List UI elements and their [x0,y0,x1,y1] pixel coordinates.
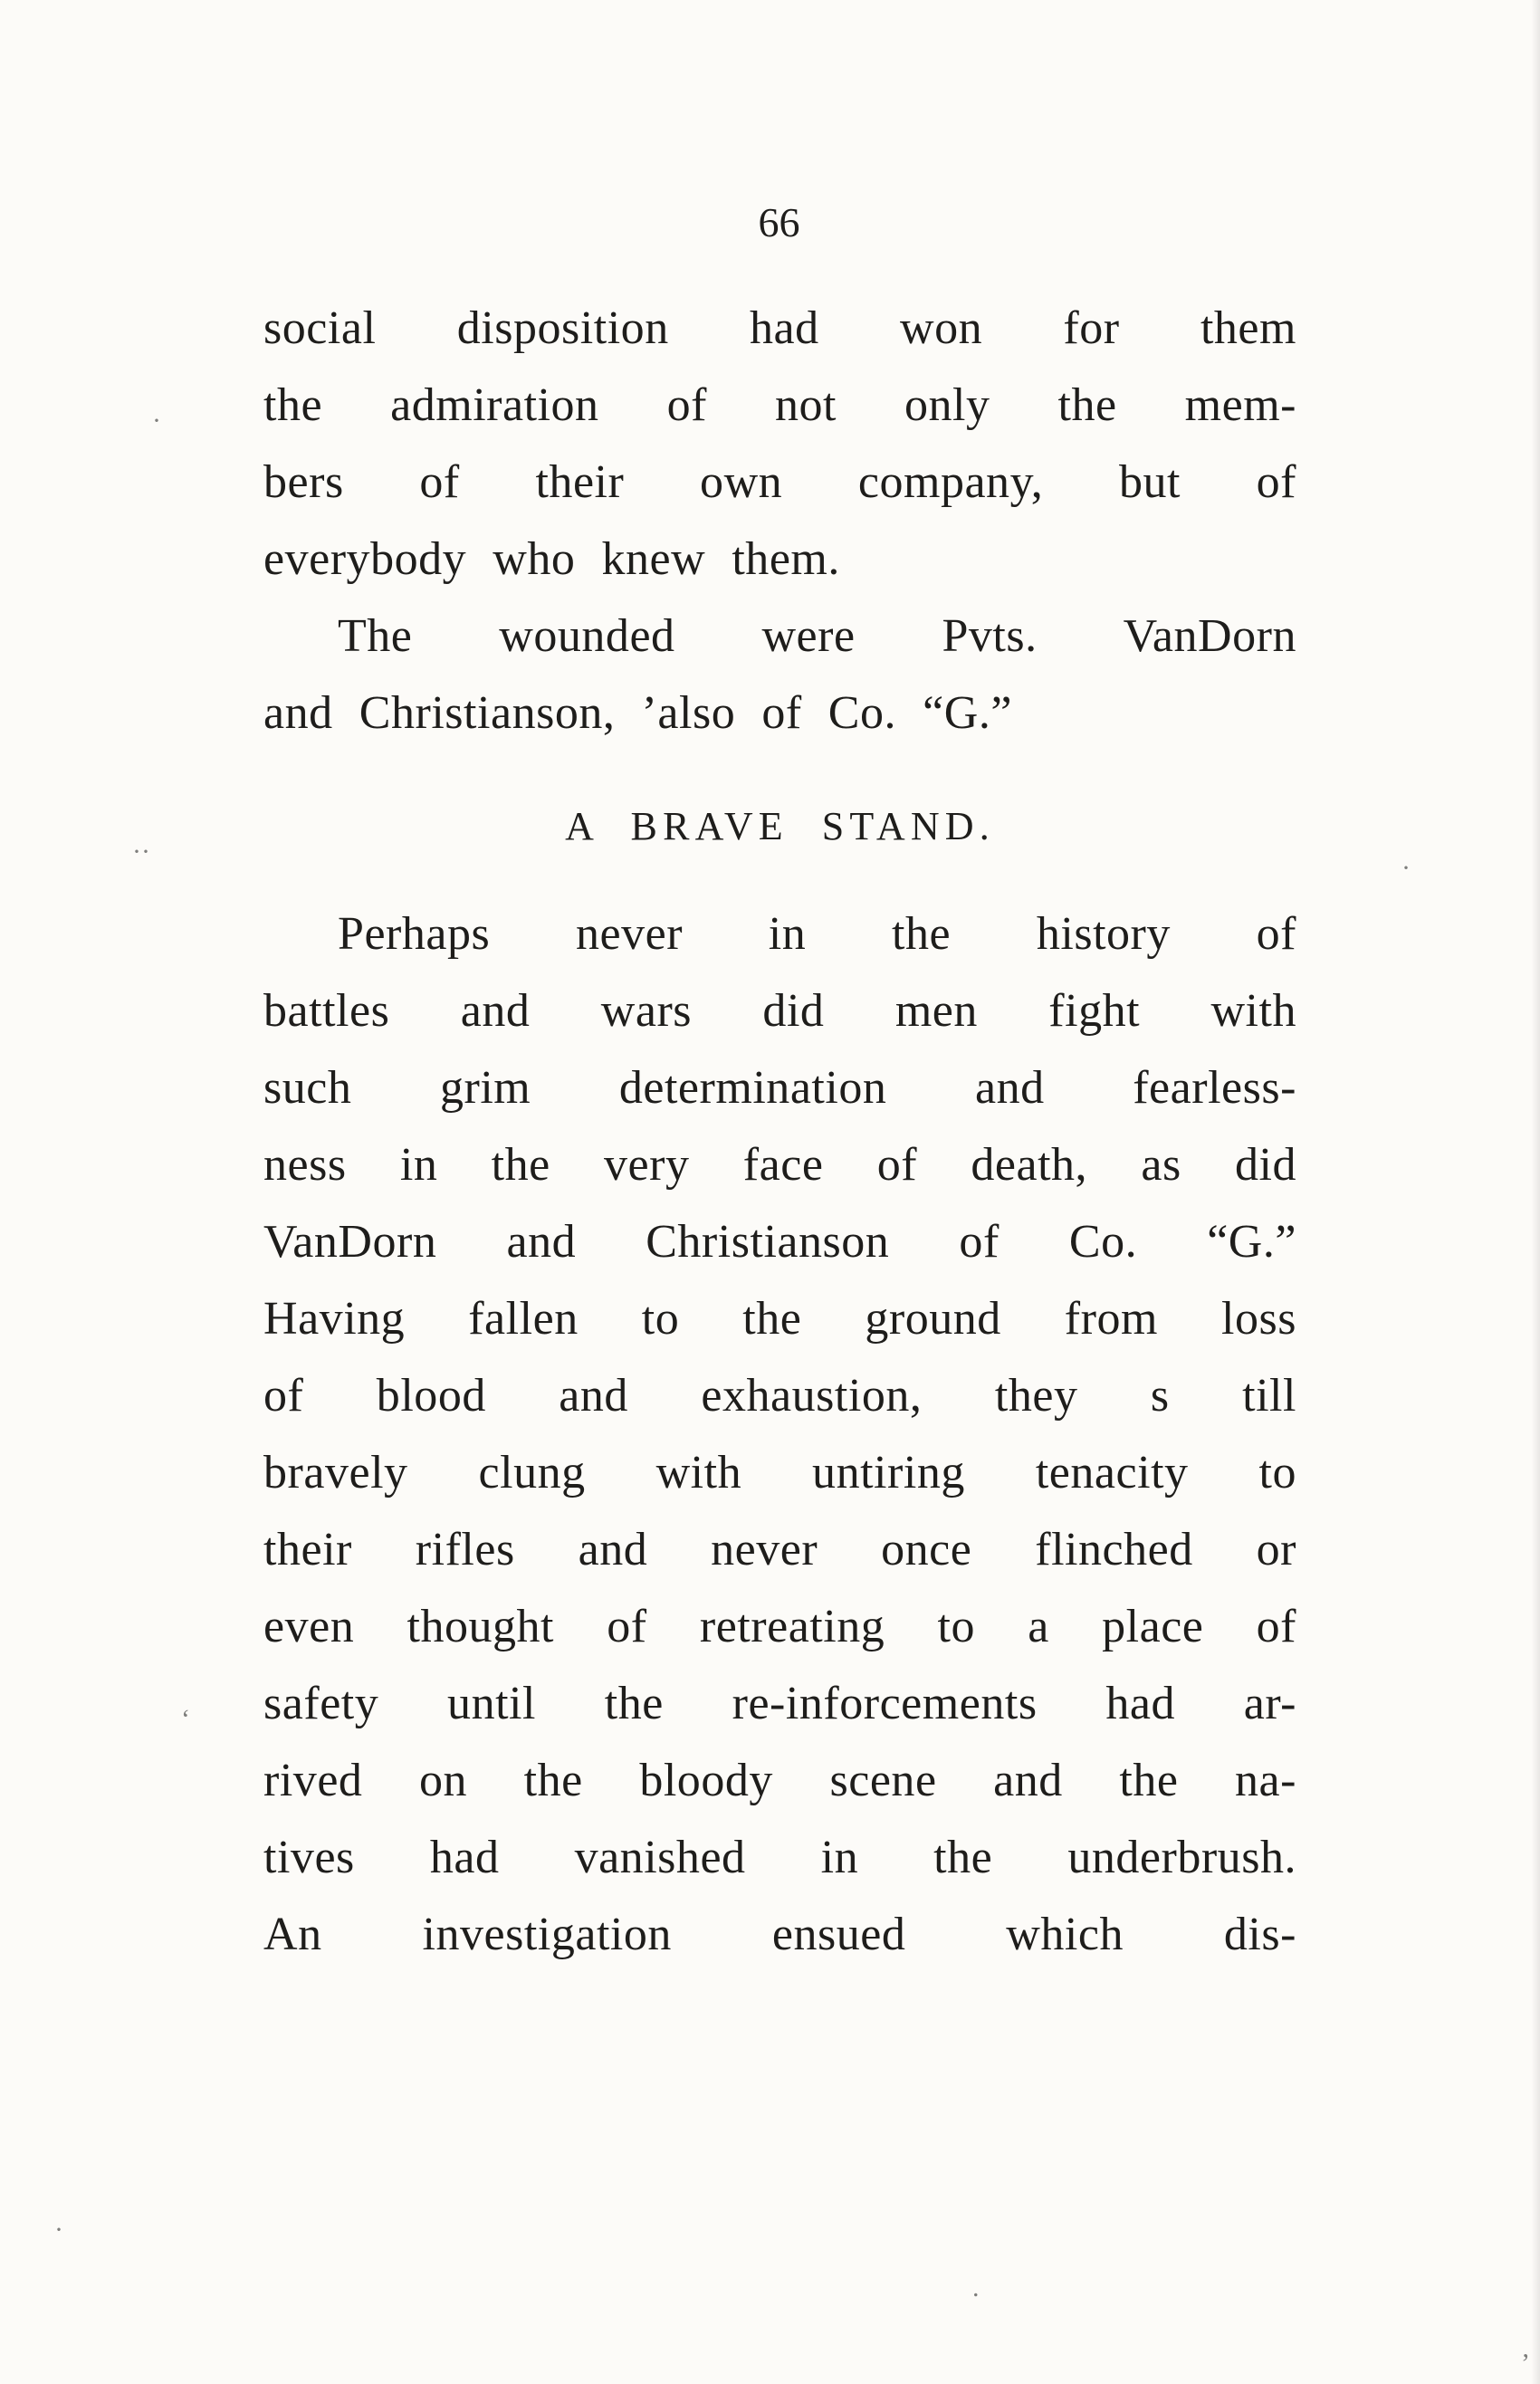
text-line: everybody who knew them. [263,533,840,585]
page-content [263,290,1296,1973]
scan-speck: . [972,2273,980,2303]
text-line: even thought of retreating to a place of [263,1601,1296,1652]
text-line: ness in the very face of death, as did [263,1139,1296,1191]
text-line: safety until the re-inforcements had ar- [263,1678,1296,1729]
text-line: rived on the bloody scene and the na- [263,1755,1296,1806]
text-line: bravely clung with untiring tenacity to [263,1447,1296,1498]
page-number: 66 [758,199,800,245]
text-line: battles and wars did men fight with [263,985,1296,1037]
paragraph [263,895,1296,1973]
paragraph [263,598,1296,752]
text-line: such grim determination and fearless- [263,1062,1296,1114]
text-line: of blood and exhaustion, they s till [263,1370,1296,1422]
scan-speck: ·· [132,837,150,866]
scan-speck: · [54,2215,63,2245]
text-line: Perhaps never in the history of [338,908,1296,960]
section-heading: A BRAVE STAND. [565,804,995,848]
text-line: An investigation ensued which dis- [263,1909,1296,1960]
text-line: Having fallen to the ground from loss [263,1293,1296,1345]
scan-edge [1531,0,1540,2384]
text-line: tives had vanished in the underbrush. [263,1832,1296,1883]
text-line: bers of their own company, but of [263,456,1296,508]
text-line: VanDorn and Christianson of Co. “G.” [263,1216,1296,1268]
paragraph [263,290,1296,598]
scan-speck: ʼ [1521,2349,1530,2379]
scan-speck: · [1401,853,1411,883]
scan-speck: · [152,406,161,436]
scan-speck: ʻ [181,1704,190,1734]
text-line: their rifles and never once flinched or [263,1524,1296,1575]
text-line: and Christianson, ’also of Co. “G.” [263,687,1012,739]
text-line: social disposition had won for them [263,302,1296,354]
text-line: The wounded were Pvts. VanDorn [338,610,1296,662]
text-line: the admiration of not only the mem- [263,379,1296,431]
